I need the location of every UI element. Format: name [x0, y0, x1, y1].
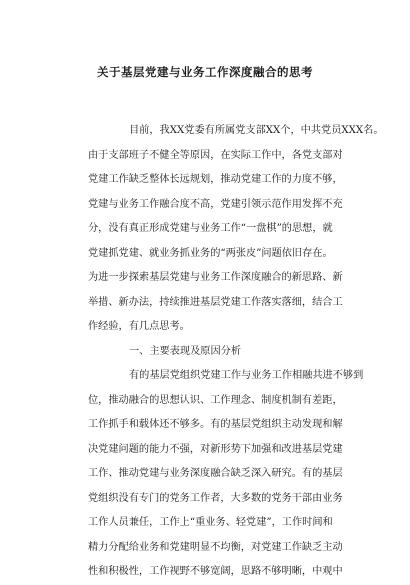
text-line: 作经验，有几点思考。 [88, 321, 190, 332]
text-line: 工作抓手和载体还不够多。有的基层党组织主动发现和解 [88, 419, 343, 430]
text-line: 为进一步探索基层党建与业务工作深度融合的新思路、新 [88, 272, 343, 283]
text-line: 党建工作缺乏整体长远规划，推动党建工作的力度不够， [88, 174, 343, 185]
text-line: 分，没有真正形成党建与业务工作“一盘棋”的思想，就 [88, 223, 333, 234]
text-line: 位，推动融合的思想认识、工作理念、制度机制有差距， [88, 394, 343, 406]
text-line: 一、主要表现及原因分析 [129, 345, 242, 357]
text-line: 举措、新办法，持续推进基层党建工作落实落细，结合工 [88, 296, 343, 308]
document-body [88, 119, 384, 585]
text-line: 有的基层党组织党建工作与业务工作相融共进不够到 [129, 370, 364, 381]
text-line: 工作、推动党建与业务深度融合缺乏深入研究。有的基层 [88, 468, 343, 479]
text-line: 党组织没有专门的党务工作者，大多数的党务干部由业务 [88, 492, 343, 504]
text-line: 党建与业务工作融合度不高，党建引领示范作用发挥不充 [88, 198, 343, 210]
document-title: 关于基层党建与业务工作深度融合的思考 [97, 65, 313, 79]
text-line: 工作人员兼任，工作上“重业务、轻党建”，工作时间和 [88, 517, 333, 528]
text-line: 党建抓党建、就业务抓业务的“两张皮”问题依旧存在。 [88, 247, 333, 259]
text-line: 性和积极性，工作视野不够宽阔，思路不够明晰，中观中 [88, 566, 343, 577]
text-line: 决党建问题的能力不强，对新形势下加强和改进基层党建 [88, 443, 343, 455]
text-line: 精力分配给业务和党建明显不均衡，对党建工作缺乏主动 [88, 541, 343, 553]
text-line: 目前，我XX党委有所属党支部XX个，中共党员XXX名。 [129, 125, 384, 136]
text-line: 由于支部班子不健全等原因，在实际工作中，各党支部对 [88, 149, 343, 161]
